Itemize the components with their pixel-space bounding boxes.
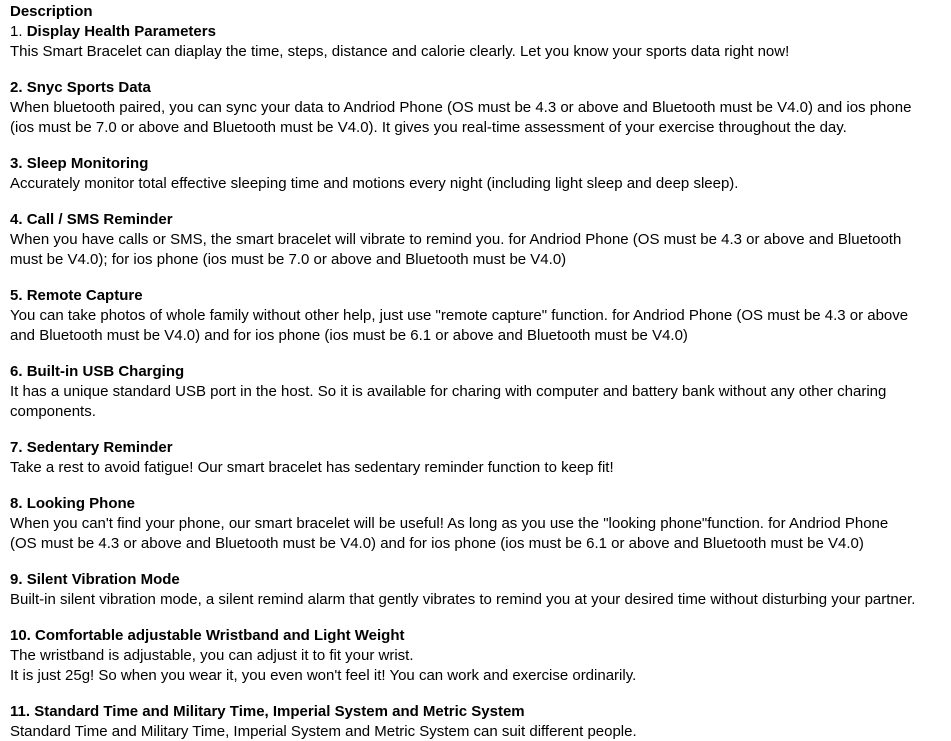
feature-title-text: Standard Time and Military Time, Imperial System and Metric System: [34, 703, 525, 720]
feature-number: 1.: [10, 23, 23, 40]
feature-description-line: Standard Time and Military Time, Imperial System and Metric System can suit different people.: [10, 723, 637, 740]
feature-number: 8.: [10, 495, 23, 512]
feature-number: 6.: [10, 363, 23, 380]
feature-number: 7.: [10, 439, 23, 456]
feature-section: [10, 154, 943, 194]
feature-section: [10, 438, 943, 478]
feature-description-line: This Smart Bracelet can diaplay the time, steps, distance and calorie clearly. Let you know your sports data right now!: [10, 43, 790, 60]
feature-description-line: must be V4.0); for ios phone (ios must be 7.0 or above and Bluetooth must be V4.0): [10, 251, 567, 268]
feature-section: [10, 362, 943, 422]
feature-description-line: components.: [10, 403, 96, 420]
feature-title-text: Call / SMS Reminder: [26, 211, 173, 228]
feature-section: [10, 570, 943, 610]
feature-description-line: When you can't find your phone, our smart bracelet will be useful! As long as you use the "looking phone"function. for Andriod Phone: [10, 515, 889, 532]
feature-number: 11.: [10, 703, 31, 720]
feature-title-text: Sleep Monitoring: [26, 155, 149, 172]
feature-number: 3.: [10, 155, 23, 172]
feature-section: [10, 626, 943, 686]
feature-title: [10, 438, 943, 458]
feature-description-line: Accurately monitor total effective sleeping time and motions every night (including light sleep and deep sleep).: [10, 175, 739, 192]
feature-title: [10, 154, 943, 174]
feature-title-text: Silent Vibration Mode: [26, 571, 180, 588]
feature-description-line: It has a unique standard USB port in the host. So it is available for charing with computer and battery bank without any other charing: [10, 383, 887, 400]
feature-number: 10.: [10, 627, 31, 644]
feature-section: [10, 210, 943, 270]
feature-section: [10, 286, 943, 346]
feature-title: [10, 362, 943, 382]
feature-title-text: Built-in USB Charging: [26, 363, 185, 380]
feature-title-text: Sedentary Reminder: [26, 439, 173, 456]
feature-title: [10, 22, 943, 42]
feature-title: [10, 570, 943, 590]
feature-title: [10, 78, 943, 98]
feature-list: [10, 22, 943, 741]
feature-description-line: (ios must be 7.0 or above and Bluetooth must be V4.0). It gives you real-time assessment of your exercise throughout the day.: [10, 119, 847, 136]
feature-section: [10, 78, 943, 138]
feature-number: 5.: [10, 287, 23, 304]
feature-title-text: Display Health Parameters: [26, 23, 216, 40]
feature-title: [10, 494, 943, 514]
feature-description-line: When you have calls or SMS, the smart bracelet will vibrate to remind you. for Andriod Phone (OS must be 4.3 or above and Bluetooth: [10, 231, 902, 248]
feature-section: [10, 22, 943, 62]
feature-title: [10, 286, 943, 306]
feature-number: 2.: [10, 79, 23, 96]
feature-section: [10, 494, 943, 554]
feature-number: 9.: [10, 571, 23, 588]
feature-title: [10, 210, 943, 230]
feature-title-text: Looking Phone: [26, 495, 136, 512]
feature-number: 4.: [10, 211, 23, 228]
feature-description-line: It is just 25g! So when you wear it, you even won't feel it! You can work and exercise ordinarily.: [10, 667, 637, 684]
feature-description-line: (OS must be 4.3 or above and Bluetooth must be V4.0) and for ios phone (ios must be 6.1 or above and Bluetooth must be V4.0): [10, 535, 864, 552]
feature-description-line: When bluetooth paired, you can sync your data to Andriod Phone (OS must be 4.3 or above and Bluetooth must be V4.0) and ios phone: [10, 99, 912, 116]
feature-title-text: Snyc Sports Data: [26, 79, 151, 96]
feature-description-line: and Bluetooth must be V4.0) and for ios phone (ios must be 6.1 or above and Bluetooth must be V4.0): [10, 327, 688, 344]
feature-description-line: Take a rest to avoid fatigue! Our smart bracelet has sedentary reminder function to keep fit!: [10, 459, 614, 476]
feature-description-line: You can take photos of whole family without other help, just use "remote capture" function. for Andriod Phone (OS must be 4.3 or above: [10, 307, 909, 324]
feature-section: [10, 702, 943, 741]
feature-title-text: Comfortable adjustable Wristband and Light Weight: [35, 627, 405, 644]
feature-title-text: Remote Capture: [26, 287, 143, 304]
feature-title: [10, 626, 943, 646]
description-heading: Description: [10, 3, 93, 20]
feature-description-line: Built-in silent vibration mode, a silent remind alarm that gently vibrates to remind you at your desired time without disturbing your partner.: [10, 591, 916, 608]
feature-title: [10, 702, 943, 722]
feature-description-line: The wristband is adjustable, you can adjust it to fit your wrist.: [10, 647, 414, 664]
